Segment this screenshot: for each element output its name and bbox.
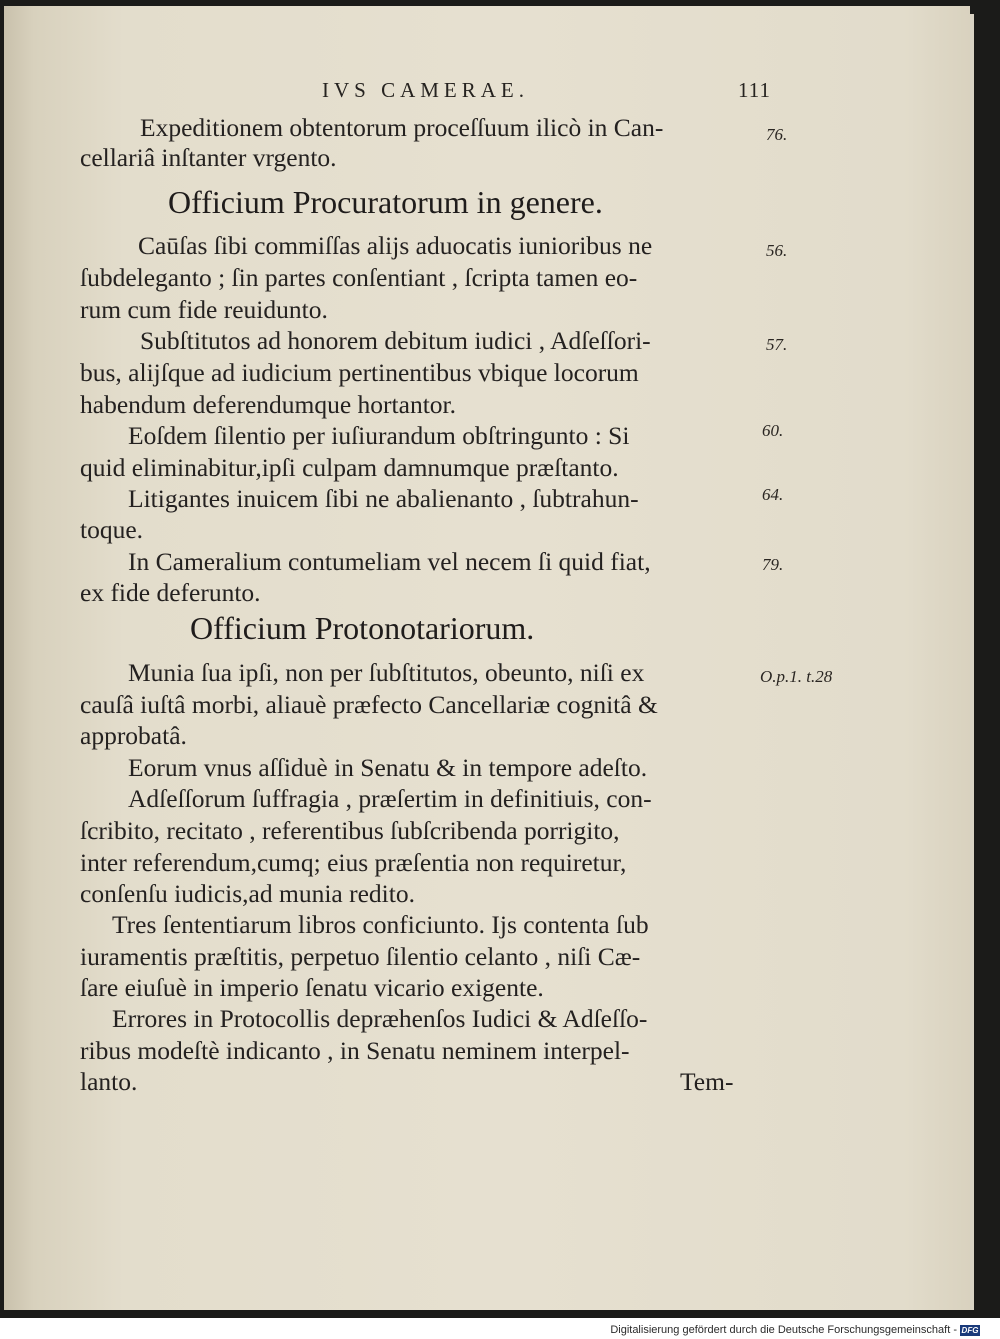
text-line: cellariâ inſtanter vrgento. bbox=[80, 143, 337, 172]
text-line: Errores in Protocollis depræhenſos Iudici & Adſeſſo- bbox=[112, 1004, 648, 1033]
text-line: ex fide deferunto. bbox=[80, 578, 261, 607]
text-line: quid eliminabitur,ipſi culpam damnumque præſtanto. bbox=[80, 453, 619, 482]
text-line: Caūſas ſibi commiſſas alijs aduocatis iunioribus ne bbox=[138, 231, 653, 260]
text-line: rum cum fide reuidunto. bbox=[80, 295, 328, 324]
text-line: toque. bbox=[80, 515, 144, 544]
margin-note: O.p.1. t.28 bbox=[760, 667, 833, 686]
text-line: Eorum vnus aſſiduè in Senatu & in tempore adeſto. bbox=[128, 753, 648, 782]
section-heading: Officium Protonotariorum. bbox=[190, 610, 535, 646]
digitization-credit bbox=[610, 1323, 980, 1337]
text-line: Subſtitutos ad honorem debitum iudici , Adſeſſori- bbox=[140, 326, 651, 355]
text-line: lanto. bbox=[80, 1067, 138, 1096]
section-heading: Officium Procuratorum in genere. bbox=[168, 184, 603, 220]
text-line: approbatâ. bbox=[80, 721, 187, 750]
dfg-logo: DFG bbox=[961, 1325, 979, 1335]
text-line: Litigantes inuicem ſibi ne abalienanto , ſubtrahun- bbox=[128, 484, 639, 513]
text-line: habendum deferendumque hortantor. bbox=[80, 390, 457, 419]
text-line: Adſeſſorum ſuffragia , præſertim in definitiuis, con- bbox=[128, 784, 652, 813]
text-line: conſenſu iudicis,ad munia redito. bbox=[80, 879, 415, 908]
page-edge bbox=[970, 14, 974, 1310]
text-line: Tres ſententiarum libros conficiunto. Ijs contenta ſub bbox=[112, 910, 649, 939]
credit-text: Digitalisierung gefördert durch die Deutsche Forschungsgemeinschaft - bbox=[610, 1324, 957, 1336]
text-line: In Cameralium contumeliam vel necem ſi quid fiat, bbox=[128, 547, 651, 576]
margin-note: 57. bbox=[766, 335, 788, 354]
catchword: Tem- bbox=[680, 1067, 734, 1096]
margin-note: 56. bbox=[766, 241, 788, 260]
page-number: 111 bbox=[738, 78, 771, 102]
text-line: ſcribito, recitato , referentibus ſubſcribenda porrigito, bbox=[80, 816, 620, 845]
text-line: Munia ſua ipſi, non per ſubſtitutos, obeunto, niſi ex bbox=[128, 658, 645, 687]
running-title: IVS CAMERAE. bbox=[322, 78, 530, 102]
text-line: inter referendum,cumq; eius præſentia non requiretur, bbox=[80, 848, 627, 877]
text-line: cauſâ iuſtâ morbi, aliauè præfecto Cancellariæ cognitâ & bbox=[80, 690, 658, 719]
text-line: iuramentis præſtitis, perpetuo ſilentio celanto , niſi Cæ- bbox=[80, 942, 641, 971]
margin-note: 60. bbox=[762, 421, 784, 440]
margin-note: 64. bbox=[762, 485, 784, 504]
text-line: ribus modeſtè indicanto , in Senatu neminem interpel- bbox=[80, 1036, 630, 1065]
text-line: ſare eiuſuè in imperio ſenatu vicario exigente. bbox=[80, 973, 544, 1002]
text-line: bus, alijſque ad iudicium pertinentibus vbique locorum bbox=[80, 358, 639, 387]
margin-note: 76. bbox=[766, 125, 788, 144]
text-line: Eoſdem ſilentio per iuſiurandum obſtringunto : Si bbox=[128, 421, 630, 450]
text-line: ſubdeleganto ; ſin partes conſentiant , ſcripta tamen eo- bbox=[80, 263, 638, 292]
margin-note: 79. bbox=[762, 555, 784, 574]
text-line: Expeditionem obtentorum proceſſuum ilicò in Can- bbox=[140, 113, 664, 142]
